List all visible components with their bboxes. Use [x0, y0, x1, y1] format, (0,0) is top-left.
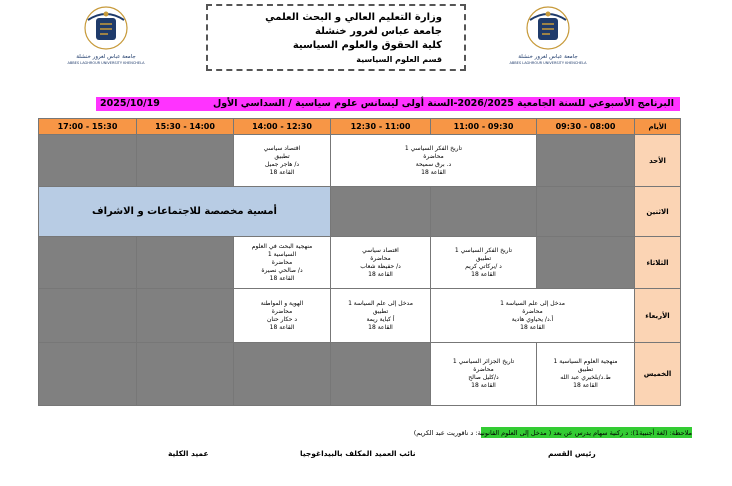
room: القاعة 18 [520, 323, 545, 331]
empty-slot [537, 135, 635, 187]
room: القاعة 18 [471, 382, 496, 389]
room: القاعة 18 [269, 168, 295, 176]
table-row [39, 187, 681, 237]
day-label: الاثنين [635, 187, 681, 237]
university-emblem-icon [508, 4, 588, 52]
empty-slot [39, 135, 137, 187]
day-label: الأربعاء [635, 289, 681, 343]
session-type: محاضرة [271, 258, 293, 266]
schedule-date: 2025/10/19 [100, 98, 160, 109]
time-header-row [39, 119, 681, 135]
table-row [39, 135, 681, 187]
room: القاعة 18 [573, 382, 598, 389]
instructor: د/كليل صالح [468, 374, 499, 381]
table-row [39, 289, 681, 343]
university-logo-left [66, 4, 146, 66]
session-cell [234, 289, 331, 343]
session-type: تطبيق [372, 307, 389, 315]
course-name: تاريخ الجزائر السياسي 1 [452, 358, 515, 365]
empty-slot [431, 187, 537, 237]
logo-subcaption: ABBES LAGHROUR UNIVERSITY KHENCHELA [509, 61, 587, 65]
days-header: الأيام [635, 119, 681, 135]
empty-slot [137, 289, 234, 343]
session-cell [431, 289, 635, 343]
session-cell [537, 343, 635, 406]
time-header: 14:00 - 12:30 [234, 119, 331, 135]
session-cell [234, 237, 331, 289]
course-name: الهوية و المواطنة [260, 299, 304, 307]
day-label: الخميس [635, 343, 681, 406]
institution-header [206, 4, 466, 71]
university-emblem-icon [66, 4, 146, 52]
session-type: تطبيق [475, 254, 492, 262]
course-name-cont: السياسية 1 [267, 250, 297, 258]
empty-slot [537, 237, 635, 289]
instructor: أ كباية ريمة [366, 315, 395, 323]
session-type: محاضرة [271, 307, 293, 315]
meetings-highlight: أمسية مخصصة للاجتماعات و الاشراف [39, 187, 331, 237]
session-type: محاضرة [473, 366, 494, 373]
course-name: مدخل إلى علم السياسة 1 [500, 299, 565, 307]
session-cell [331, 237, 431, 289]
time-header: 09:30 - 08:00 [537, 119, 635, 135]
room: القاعة 18 [421, 168, 446, 176]
session-cell [331, 289, 431, 343]
table-row [39, 343, 681, 406]
room: القاعة 18 [471, 270, 496, 278]
course-name: منهجية البحث في العلوم [251, 242, 313, 250]
empty-slot [39, 289, 137, 343]
signature-deputy: نائب العميد المكلف بالبيداغوجيا [300, 449, 416, 458]
title-bar [96, 97, 680, 111]
session-type: محاضرة [370, 254, 391, 262]
empty-slot [331, 187, 431, 237]
instructor: أ.د/ يحياوي هادية [511, 315, 554, 323]
signature-head: رئيس القسم [548, 449, 596, 458]
room: القاعة 18 [368, 270, 393, 278]
university-logo-right [508, 4, 588, 66]
session-cell [431, 237, 537, 289]
table-row [39, 237, 681, 289]
ministry-name: وزارة التعليم العالي و البحث العلمي [265, 12, 442, 23]
course-name: اقتصاد سياسي [362, 246, 399, 254]
course-name: تاريخ الفكر السياسي 1 [404, 144, 463, 152]
instructor: د/ صالحي نصيرة [261, 266, 303, 274]
signature-dean: عميد الكلية [168, 449, 209, 458]
room: القاعة 18 [368, 323, 393, 331]
instructor: د/ هاجر جميل [264, 160, 300, 168]
instructor: د/ حفيظة شعاب [360, 262, 401, 270]
day-label: الثلاثاء [635, 237, 681, 289]
empty-slot [39, 237, 137, 289]
instructor: د. برق سميحة [415, 160, 452, 168]
session-cell [331, 135, 537, 187]
schedule-table [38, 118, 681, 406]
department-name: قسم العلوم السياسية [356, 55, 442, 64]
empty-slot [137, 237, 234, 289]
empty-slot [537, 187, 635, 237]
faculty-name: كلية الحقوق والعلوم السياسية [292, 40, 442, 51]
empty-slot [137, 135, 234, 187]
empty-slot [137, 343, 234, 406]
time-header: 11:00 - 09:30 [431, 119, 537, 135]
room: القاعة 18 [269, 274, 295, 282]
session-cell [234, 135, 331, 187]
day-label: الأحد [635, 135, 681, 187]
session-type: محاضرة [423, 152, 444, 160]
course-name: مدخل إلى علم السياسة 1 [348, 299, 413, 307]
course-name: منهجية العلوم السياسية 1 [553, 358, 618, 365]
note-text: ملاحظة: (لغة أجنبية1): د ركنية سهام يدرس عن بعد ( مدخل إلى العلوم القانونية: د ناقوريت عبد الكريم) [413, 429, 692, 437]
schedule-title: البرنامج الأسبوعي للسنة الجامعية 2026/2025-السنة أولى ليسانس علوم سياسية / السداسي الأول [213, 98, 674, 109]
empty-slot [331, 343, 431, 406]
time-header: 15:30 - 14:00 [137, 119, 234, 135]
time-header: 12:30 - 11:00 [331, 119, 431, 135]
logo-caption: جامعة عباس لغرور خنشلة [76, 54, 136, 60]
session-type: تطبيق [274, 152, 290, 160]
session-cell [431, 343, 537, 406]
course-name: اقتصاد سياسي [263, 144, 301, 152]
session-type: محاضرة [522, 307, 543, 315]
time-header: 17:00 - 15:30 [39, 119, 137, 135]
empty-slot [39, 343, 137, 406]
empty-slot [234, 343, 331, 406]
room: القاعة 18 [269, 323, 295, 331]
instructor: د /بركاتي كريم [465, 262, 502, 270]
instructor: د حكار حنان [267, 315, 297, 323]
logo-subcaption: ABBES LAGHROUR UNIVERSITY KHENCHELA [67, 61, 145, 65]
course-name: تاريخ الفكر السياسي 1 [454, 246, 513, 254]
university-name: جامعة عباس لغرور خنشلة [315, 26, 442, 37]
instructor: ط.د/بلخيري عبد الله [560, 374, 611, 381]
logo-caption: جامعة عباس لغرور خنشلة [518, 54, 578, 60]
session-type: تطبيق [577, 366, 594, 373]
